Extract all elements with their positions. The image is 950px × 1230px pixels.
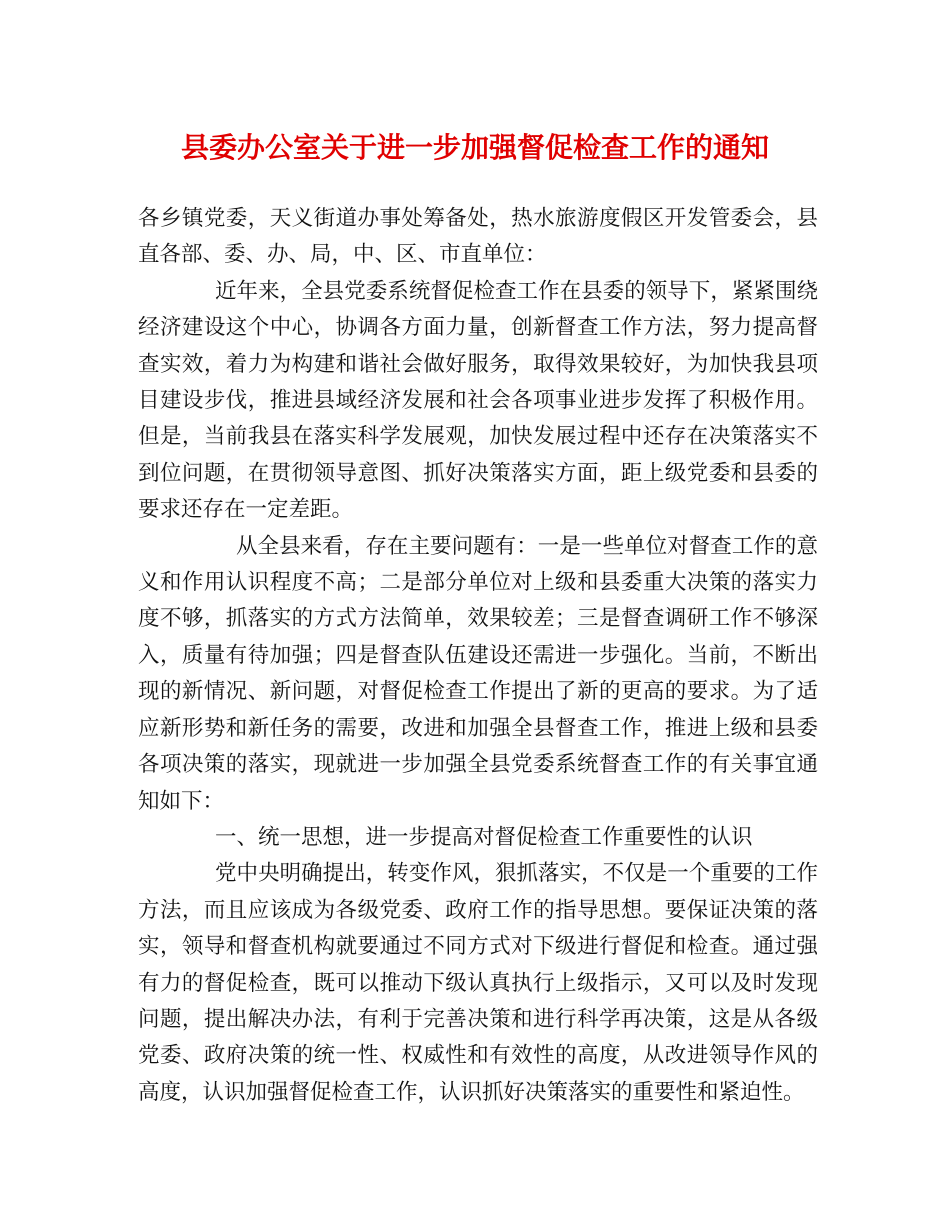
body-paragraph-problems: 从全县来看，存在主要问题有：一是一些单位对督查工作的意义和作用认识程度不高；二是部分单位对上级和县委重大决策的落实力度不够，抓落实的方式方法简单，效果较差；三是督查调研工作不够深入，质量有待加强；四是督查队伍建设还需进一步强化。当前，不断出现的新情况、新问题，对督促检查工作提出了新的更高的要求。为了适应新形势和新任务的需要，改进和加强全县督查工作，推进上级和县委各项决策的落实，现就进一步加强全县党委系统督查工作的有关事宜通知如下： [138, 533, 818, 814]
document-body [138, 201, 818, 1111]
document-title: 县委办公室关于进一步加强督促检查工作的通知 [180, 131, 769, 164]
body-paragraph-background: 近年来，全县党委系统督促检查工作在县委的领导下，紧紧围绕经济建设这个中心，协调各方面力量，创新督查工作方法，努力提高督查实效，着力为构建和谐社会做好服务，取得效果较好，为加快我县项目建设步伐，推进县域经济发展和社会各项事业进步发挥了积极作用。但是，当前我县在落实科学发展观，加快发展过程中还存在决策落实不到位问题，在贯彻领导意图、抓好决策落实方面，距上级党委和县委的要求还存在一定差距。 [138, 278, 818, 523]
addressee-paragraph: 各乡镇党委，天义街道办事处筹备处，热水旅游度假区开发管委会，县直各部、委、办、局，中、区、市直单位： [138, 206, 818, 268]
body-paragraph-section-1: 党中央明确提出，转变作风，狠抓落实，不仅是一个重要的工作方法，而且应该成为各级党委、政府工作的指导思想。要保证决策的落实，领导和督查机构就要通过不同方式对下级进行督促和检查。通过强有力的督促检查，既可以推动下级认真执行上级指示，又可以及时发现问题，提出解决办法，有利于完善决策和进行科学再决策，这是从各级党委、政府决策的统一性、权威性和有效性的高度，从改进领导作风的高度，认识加强督促检查工作，认识抓好决策落实的重要性和紧迫性。 [138, 861, 818, 1105]
section-heading-1: 一、统一思想，进一步提高对督促检查工作重要性的认识 [215, 824, 753, 850]
